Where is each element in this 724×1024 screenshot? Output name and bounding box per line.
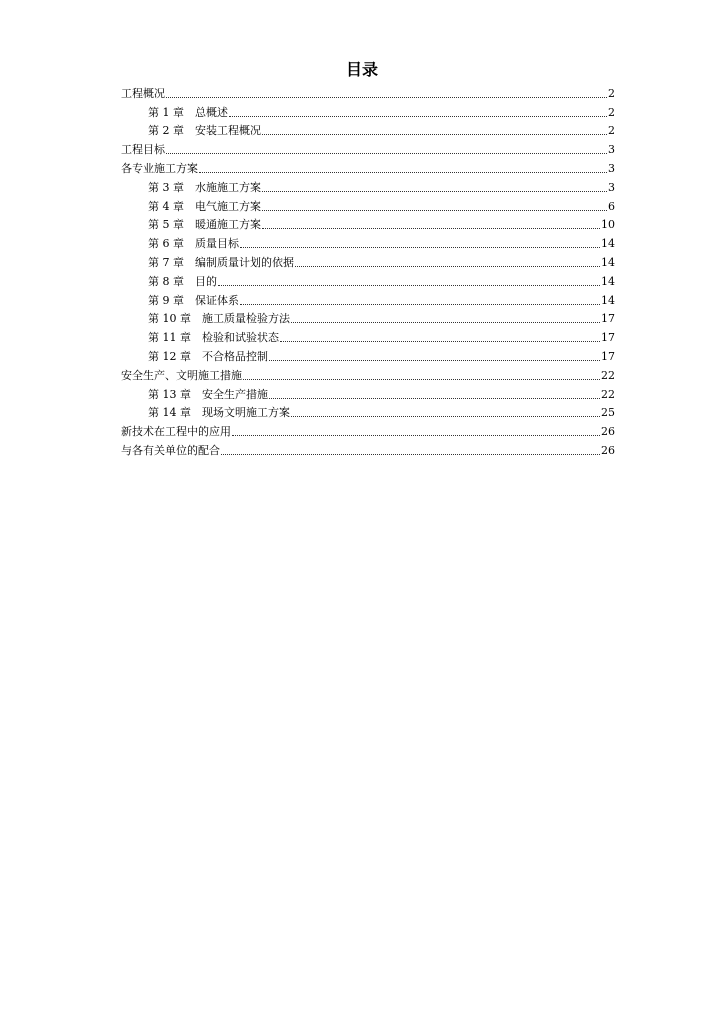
toc-entry-page: 25 [601, 406, 615, 420]
toc-entry-text: 电气施工方案 [195, 199, 261, 213]
dot-leader [229, 116, 607, 117]
toc-entry-text: 编制质量计划的依据 [195, 255, 294, 269]
toc-entry-text: 不合格品控制 [202, 349, 268, 363]
toc-entry-page: 26 [601, 443, 615, 457]
toc-title: 目录 [345, 60, 378, 79]
toc-entry-chapter-10[interactable] [121, 308, 615, 327]
toc-entry-page: 2 [608, 124, 615, 138]
dot-leader [240, 304, 600, 305]
toc-entry-page: 2 [608, 86, 615, 100]
dot-leader [221, 454, 600, 455]
dot-leader [291, 416, 600, 417]
toc-entry-text: 总概述 [195, 105, 228, 119]
toc-entry-text: 安全生产措施 [202, 387, 268, 401]
toc-entry-page: 3 [608, 143, 615, 157]
dot-leader [166, 153, 607, 154]
toc-entry-chapter-4[interactable] [121, 195, 615, 214]
dot-leader [291, 322, 600, 323]
toc-entry-page: 10 [601, 218, 615, 232]
toc-entry-page: 14 [601, 274, 615, 288]
toc-entry-chapter-13[interactable] [121, 383, 615, 402]
dot-leader [232, 435, 600, 436]
toc-entry-number: 第 12 章 [148, 349, 191, 363]
dot-leader [269, 360, 600, 361]
toc-entry-text: 新技术在工程中的应用 [121, 425, 231, 439]
dot-leader [295, 266, 600, 267]
toc-entry-page: 6 [608, 199, 615, 213]
toc-entry-chapter-14[interactable] [121, 402, 615, 421]
toc-entry-chapter-6[interactable] [121, 232, 615, 251]
toc-entry-text: 施工质量检验方法 [202, 312, 290, 326]
toc-entry-chapter-12[interactable] [121, 345, 615, 364]
toc-entry-project-goals[interactable] [121, 138, 615, 157]
toc-entry-page: 14 [601, 237, 615, 251]
toc-entry-number: 第 3 章 [148, 180, 184, 194]
toc-entry-chapter-3[interactable] [121, 176, 615, 195]
dot-leader [240, 247, 600, 248]
dot-leader [269, 398, 600, 399]
toc-list [121, 82, 615, 458]
dot-leader [199, 172, 607, 173]
toc-entry-text: 工程概况 [121, 86, 165, 100]
toc-entry-number: 第 4 章 [148, 199, 184, 213]
toc-entry-page: 17 [601, 349, 615, 363]
toc-entry-chapter-1[interactable] [121, 101, 615, 120]
toc-entry-number: 第 7 章 [148, 255, 184, 269]
toc-entry-number: 第 11 章 [148, 331, 191, 345]
dot-leader [280, 341, 600, 342]
dot-leader [243, 379, 600, 380]
toc-entry-chapter-8[interactable] [121, 270, 615, 289]
dot-leader [262, 191, 607, 192]
toc-entry-text: 暖通施工方案 [195, 218, 261, 232]
toc-entry-page: 17 [601, 312, 615, 326]
toc-entry-text: 检验和试验状态 [202, 331, 279, 345]
toc-entry-project-overview[interactable] [121, 82, 615, 101]
toc-entry-chapter-5[interactable] [121, 214, 615, 233]
toc-entry-text: 安装工程概况 [195, 124, 261, 138]
toc-entry-text: 水施施工方案 [195, 180, 261, 194]
toc-entry-number: 第 6 章 [148, 237, 184, 251]
toc-entry-page: 14 [601, 255, 615, 269]
toc-entry-page: 22 [601, 387, 615, 401]
toc-entry-number: 第 8 章 [148, 274, 184, 288]
toc-entry-construction-plans[interactable] [121, 157, 615, 176]
toc-entry-text: 现场文明施工方案 [202, 406, 290, 420]
toc-entry-page: 17 [601, 331, 615, 345]
dot-leader [218, 285, 600, 286]
dot-leader [262, 228, 600, 229]
toc-entry-number: 第 1 章 [148, 105, 184, 119]
toc-entry-text: 与各有关单位的配合 [121, 443, 220, 457]
toc-entry-text: 质量目标 [195, 237, 239, 251]
toc-entry-number: 第 9 章 [148, 293, 184, 307]
dot-leader [262, 210, 607, 211]
toc-entry-page: 2 [608, 105, 615, 119]
toc-entry-text: 各专业施工方案 [121, 161, 198, 175]
toc-entry-text: 安全生产、文明施工措施 [121, 368, 242, 382]
dot-leader [166, 97, 607, 98]
toc-entry-page: 3 [608, 161, 615, 175]
toc-entry-text: 目的 [195, 274, 217, 288]
toc-entry-number: 第 13 章 [148, 387, 191, 401]
toc-entry-page: 14 [601, 293, 615, 307]
toc-entry-new-technology[interactable] [121, 420, 615, 439]
toc-entry-number: 第 10 章 [148, 312, 191, 326]
toc-entry-chapter-9[interactable] [121, 289, 615, 308]
toc-entry-safety-civilized[interactable] [121, 364, 615, 383]
toc-entry-coordination[interactable] [121, 439, 615, 458]
toc-entry-page: 22 [601, 368, 615, 382]
toc-entry-number: 第 2 章 [148, 124, 184, 138]
toc-entry-text: 保证体系 [195, 293, 239, 307]
toc-entry-page: 3 [608, 180, 615, 194]
toc-entry-chapter-2[interactable] [121, 120, 615, 139]
toc-entry-chapter-11[interactable] [121, 326, 615, 345]
toc-entry-page: 26 [601, 425, 615, 439]
toc-entry-text: 工程目标 [121, 143, 165, 157]
toc-entry-number: 第 14 章 [148, 406, 191, 420]
toc-entry-number: 第 5 章 [148, 218, 184, 232]
dot-leader [262, 134, 607, 135]
toc-entry-chapter-7[interactable] [121, 251, 615, 270]
